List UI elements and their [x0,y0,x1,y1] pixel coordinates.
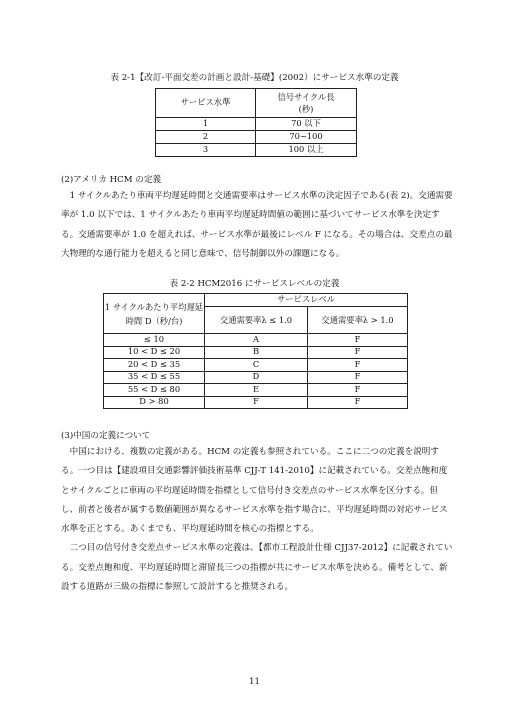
table-header-cell: 交通需要率λ > 1.0 [308,307,408,334]
table-header-cell: サービス水準 [156,89,256,118]
table-cell: D [205,371,308,384]
table-row [104,396,408,409]
table-cell: 2 [156,131,256,144]
table-cell: 100 以上 [256,144,357,157]
table-cell: D > 80 [104,396,205,409]
table-row [104,334,408,347]
table-cell: F [308,334,408,347]
section-3-body [61,443,453,597]
table-cell: C [205,359,308,372]
section-3-heading: (3)中国の定義について [61,431,151,441]
section-2-body [61,187,453,264]
table-cell: F [308,346,408,359]
table-header-cell: 1 サイクルあたり平均遅延時間 D（秒/台) [104,294,205,334]
table-cell: F [308,396,408,409]
table-cell: 70~100 [256,131,357,144]
section-2-paragraph: 1 サイクルあたり車両平均遅延時間と交通需要率はサービス水準の決定因子である(表 2)。交通需要率が 1.0 以下では、1 サイクルあたり車両平均遅延時間値の範囲に基づいてサービス水準を決定する。交通需要率が 1.0 を超えれば、サービス水準が最後にレベル F になる。その場合は、交差点の最大物理的な通行能力を超えると同じ意味で、信号制御以外の課題になる。 [61,191,453,259]
table-cell: F [308,359,408,372]
table-row [156,131,357,144]
table-row [104,346,408,359]
table-2-caption: 表 2-2 HCM2016 にサービスレベルの定義 [169,279,340,289]
table-cell: 20 < D ≤ 35 [104,359,205,372]
table-cell: 35 < D ≤ 55 [104,371,205,384]
page-number: 11 [249,677,260,687]
table-cell: 1 [156,118,256,131]
table-cell: B [205,346,308,359]
table-cell: 3 [156,144,256,157]
table-cell: 70 以下 [256,118,357,131]
table-cell: E [205,384,308,397]
table-cell: F [205,396,308,409]
table-cell: F [308,384,408,397]
section-3-paragraph-1: 中国における、複数の定義がある。HCM の定義も参照されている。ここに二つの定義を説明する。一つ目は【建設項目交通影響評価技術基準 CJJ-T 141-2010】に記載されている。交差点飽和度とサイクルごとに車両の平均遅延時間を指標として信号付き交差点のサービス水準を区分する。但し、前者と後者が属する数値範囲が異なるサービス水準を指す場合に、平均遅延時間の対応サービス水準を正とする。あくまでも、平均遅延時間を核心の指標とする。 [61,447,448,535]
table-row [156,144,357,157]
table-cell: A [205,334,308,347]
section-3-paragraph-2: 二つ目の信号付き交差点サービス水準の定義は、【都市工程設計仕様 CJJ37-2012】に記載されている。交差点飽和度、平均遅延時間と滞留長三つの指標が共にサービス水準を決める。備考として、新設する道路が三級の指標に参照して設計すると推奨される。 [61,543,453,593]
table-cell: F [308,371,408,384]
table-cell: 55 < D ≤ 80 [104,384,205,397]
table-row [104,294,408,307]
table-row [104,371,408,384]
table-cell: ≤ 10 [104,334,205,347]
section-2-heading: (2)アメリカ HCM の定義 [61,175,162,185]
table-row [104,384,408,397]
table-header-cell: 信号サイクル長 (秒) [256,89,357,118]
table-row [156,118,357,131]
table-2 [103,293,408,409]
table-header-group: サービスレベル [205,294,408,307]
table-cell: 10 < D ≤ 20 [104,346,205,359]
table-row [156,89,357,118]
table-row [104,359,408,372]
table-1 [155,88,357,157]
table-1-caption: 表 2-1【改訂-平面交差の計画と設計-基礎】(2002）にサービス水準の定義 [110,73,399,83]
table-header-cell: 交通需要率λ ≤ 1.0 [205,307,308,334]
